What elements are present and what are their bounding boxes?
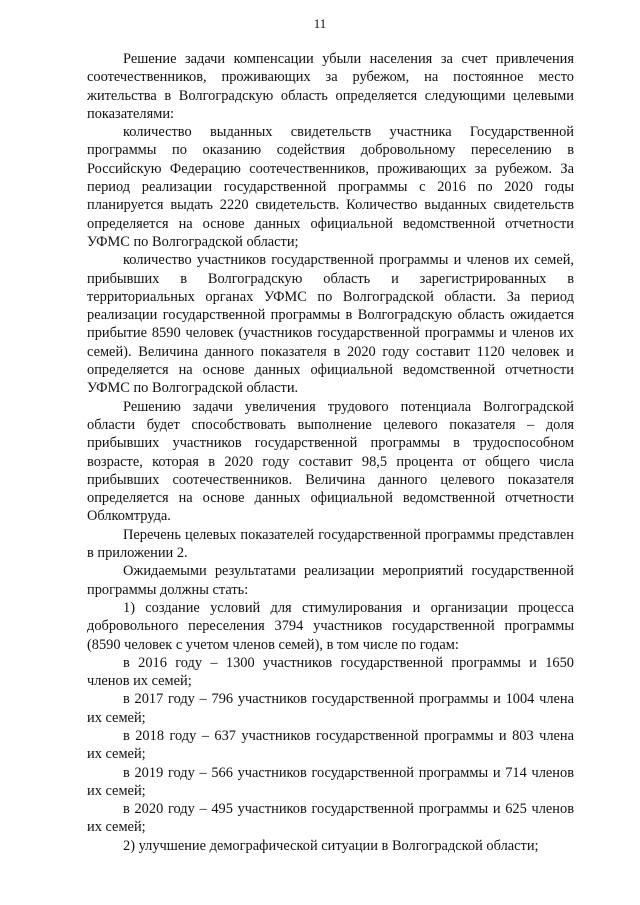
paragraph-year-2017: в 2017 году – 796 участников государственной программы и 1004 члена их семей; bbox=[87, 691, 574, 726]
paragraph-expected-results-intro: Ожидаемыми результатами реализации мероприятий государственной программы должны стать: bbox=[87, 563, 574, 598]
paragraph-indicator-list-reference: Перечень целевых показателей государственной программы представлен в приложении 2. bbox=[87, 526, 574, 562]
paragraph-labor-potential-task: Решению задачи увеличения трудового потенциала Волгоградской области будет способствовать выполнение целевого показателя – доля прибывших участников государственной программы в трудоспособном возрасте, которая в 2020 году составит 98,5 процента от общего числа прибывших соотечественников. Величина данного целевого показателя определяется на основе данных официальной ведомственной отчетности Облкомтруда. bbox=[87, 398, 574, 525]
paragraph-population-loss-task: Решение задачи компенсации убыли населения за счет привлечения соотечественников, проживающих за рубежом, на постоянное место жительства в Волгоградскую область определяется следующими целевыми показателями: bbox=[87, 51, 574, 122]
paragraph-year-2018: в 2018 году – 637 участников государственной программы и 803 члена их семей; bbox=[87, 727, 574, 763]
paragraph-year-2020: в 2020 году – 495 участников государственной программы и 625 членов их семей; bbox=[87, 801, 574, 836]
paragraph-arrivals-indicator: количество участников государственной программы и членов их семей, прибывших в Волгоградскую область и зарегистрированных в территориальных органах УФМС по Волгоградской области. За период реализации государственной программы в Волгоградскую область ожидается прибытие 8590 человек (участников государственной программы и членов их семей). Величина данного показателя в 2020 году составит 1120 человек и определяется на основе данных официальной ведомственной отчетности УФМС по Волгоградской области. bbox=[87, 252, 574, 397]
paragraph-result-2: 2) улучшение демографической ситуации в Волгоградской области; bbox=[123, 837, 539, 854]
paragraph-year-2019: в 2019 году – 566 участников государственной программы и 714 членов их семей; bbox=[87, 764, 574, 799]
document-body bbox=[87, 50, 574, 855]
paragraph-result-1: 1) создание условий для стимулирования и организации процесса добровольного переселения 3794 участников государственной программы (8590 человек с учетом членов семей), в том числе по годам: bbox=[87, 599, 574, 653]
paragraph-year-2016: в 2016 году – 1300 участников государственной программы и 1650 членов их семей; bbox=[87, 654, 574, 690]
paragraph-certificates-indicator: количество выданных свидетельств участника Государственной программы по оказанию содействия добровольному переселению в Российскую Федерацию соотечественников, проживающих за рубежом. За период реализации государственной программы с 2016 по 2020 годы планируется выдать 2220 свидетельств. Количество выданных свидетельств определяется на основе данных официальной ведомственной отчетности УФМС по Волгоградской области; bbox=[87, 124, 574, 250]
page-number: 11 bbox=[313, 16, 327, 31]
